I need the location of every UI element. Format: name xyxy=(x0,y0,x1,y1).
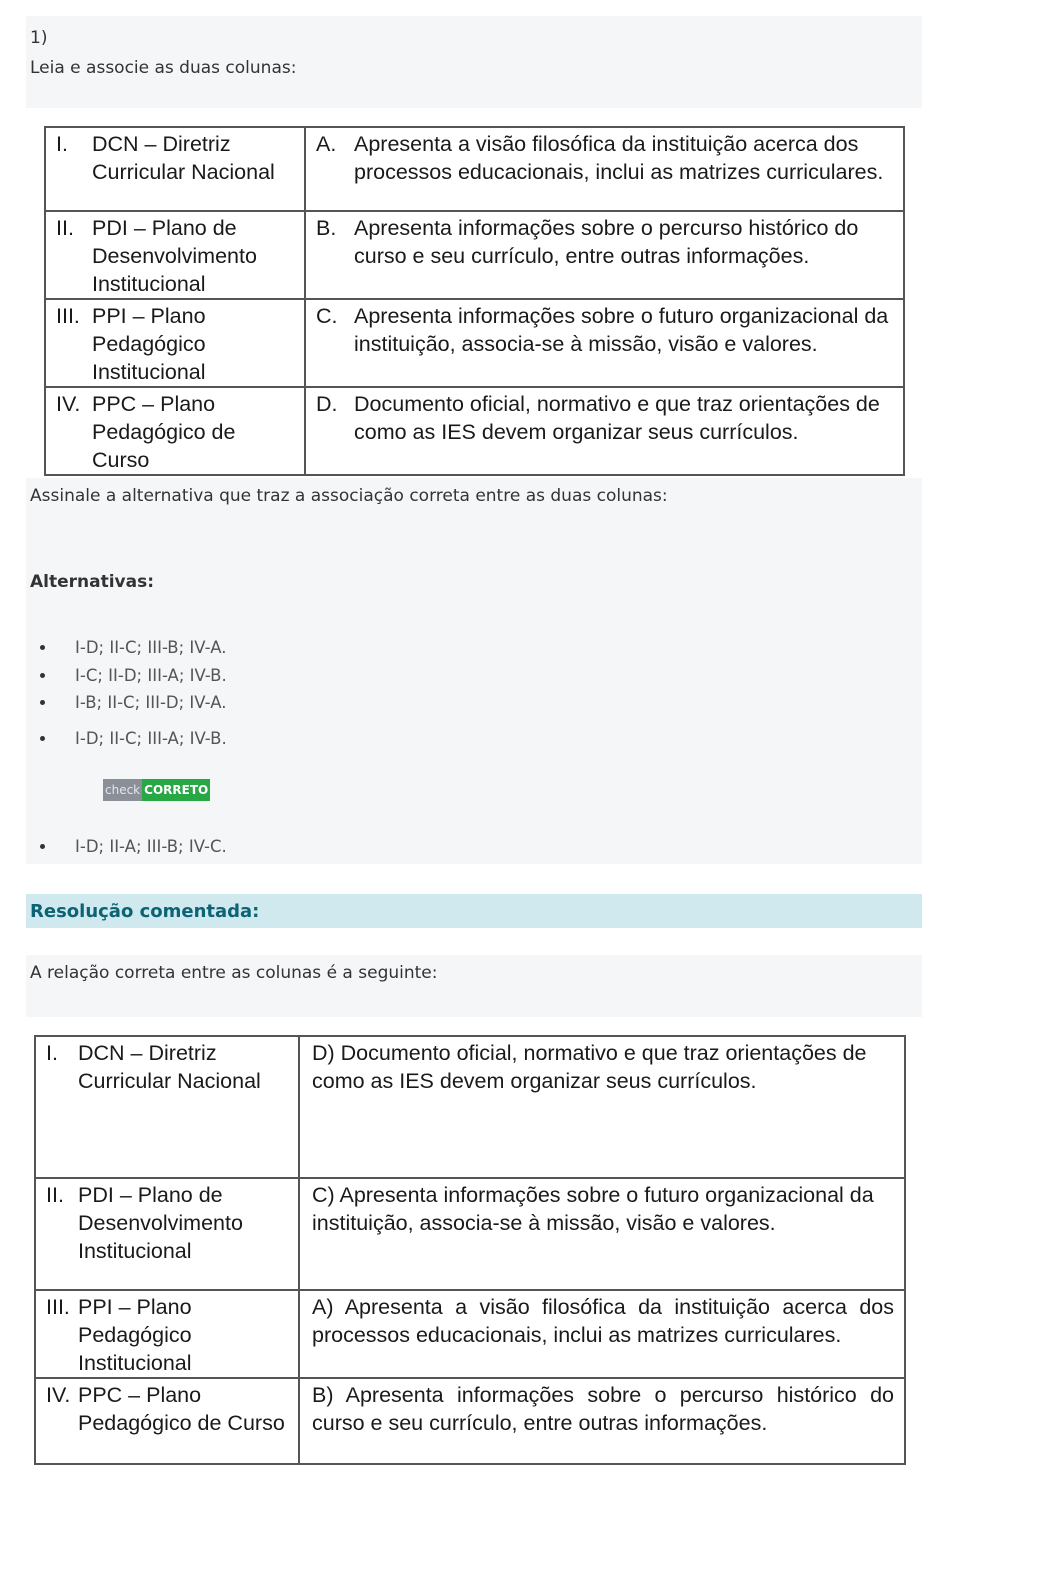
left-column-text: DCN – Diretriz Curricular Nacional xyxy=(92,132,275,184)
right-column-text: Apresenta informações sobre o futuro organizacional da instituição, associa-se à missão, visão e valores. xyxy=(354,304,889,356)
check-icon: check xyxy=(103,779,142,801)
row-number: I. xyxy=(46,1041,58,1065)
bullet-icon xyxy=(40,673,45,678)
row-number: IV. xyxy=(56,392,81,416)
resolution-title: Resolução comentada: xyxy=(30,901,260,922)
correct-label: CORRETO xyxy=(142,779,210,801)
left-column-text: PPC – Plano Pedagógico de Curso xyxy=(78,1383,285,1435)
right-column-text: B) Apresenta informações sobre o percurso histórico do curso e seu currículo, entre outras informações. xyxy=(312,1383,894,1435)
left-column-text: PPC – Plano Pedagógico de Curso xyxy=(92,392,236,472)
table-row xyxy=(45,211,904,299)
resolution-header xyxy=(26,894,922,928)
left-column-text: PPI – Plano Pedagógico Institucional xyxy=(92,304,206,384)
table-row xyxy=(45,299,904,387)
right-column-text: Apresenta informações sobre o percurso histórico do curso e seu currículo, entre outras informações. xyxy=(354,216,859,268)
alternative-option[interactable] xyxy=(40,638,226,657)
answer-table xyxy=(34,1035,906,1465)
alternative-option-correct[interactable] xyxy=(40,729,227,748)
alternative-text: I-C; II-D; III-A; IV-B. xyxy=(75,666,227,685)
left-column-text: PDI – Plano de Desenvolvimento Institucional xyxy=(92,216,257,296)
resolution-intro-panel xyxy=(26,955,922,1017)
row-number: III. xyxy=(56,304,80,328)
row-letter: B. xyxy=(316,216,337,240)
row-number: IV. xyxy=(46,1383,71,1407)
right-column-text: Apresenta a visão filosófica da instituição acerca dos processos educacionais, inclui as matrizes curriculares. xyxy=(354,132,884,184)
table-row xyxy=(45,387,904,475)
right-column-text: A) Apresenta a visão filosófica da instituição acerca dos processos educacionais, inclui as matrizes curriculares. xyxy=(312,1295,894,1347)
question-number: 1) xyxy=(30,28,48,48)
table-row xyxy=(35,1378,905,1464)
alternative-text: I-B; II-C; III-D; IV-A. xyxy=(75,693,227,712)
alternative-text: I-D; II-C; III-A; IV-B. xyxy=(75,729,227,748)
alternative-option[interactable] xyxy=(40,837,227,856)
bullet-icon xyxy=(40,700,45,705)
left-column-text: PPI – Plano Pedagógico Institucional xyxy=(78,1295,192,1375)
alternative-option[interactable] xyxy=(40,666,227,685)
alternatives-title: Alternativas: xyxy=(30,572,155,592)
right-column-text: D) Documento oficial, normativo e que traz orientações de como as IES devem organizar seus currículos. xyxy=(312,1041,867,1093)
row-number: II. xyxy=(46,1183,64,1207)
question-instruction: Leia e associe as duas colunas: xyxy=(30,58,297,78)
row-letter: A. xyxy=(316,132,337,156)
row-number: III. xyxy=(46,1295,70,1319)
table-row xyxy=(35,1290,905,1378)
right-column-text: Documento oficial, normativo e que traz orientações de como as IES devem organizar seus currículos. xyxy=(354,392,880,444)
table-row xyxy=(35,1178,905,1290)
association-table xyxy=(44,126,905,476)
alternative-text: I-D; II-A; III-B; IV-C. xyxy=(75,837,227,856)
row-number: II. xyxy=(56,216,74,240)
table-row xyxy=(35,1036,905,1178)
bullet-icon xyxy=(40,645,45,650)
row-letter: D. xyxy=(316,392,338,416)
row-letter: C. xyxy=(316,304,338,328)
alternative-text: I-D; II-C; III-B; IV-A. xyxy=(75,638,227,657)
bullet-icon xyxy=(40,736,45,741)
row-number: I. xyxy=(56,132,68,156)
right-column-text: C) Apresenta informações sobre o futuro organizacional da instituição, associa-se à missão, visão e valores. xyxy=(312,1183,874,1235)
resolution-intro: A relação correta entre as colunas é a seguinte: xyxy=(30,963,438,983)
bullet-icon xyxy=(40,844,45,849)
left-column-text: DCN – Diretriz Curricular Nacional xyxy=(78,1041,261,1093)
left-column-text: PDI – Plano de Desenvolvimento Institucional xyxy=(78,1183,243,1263)
alternative-option[interactable] xyxy=(40,693,226,712)
question-prompt: Assinale a alternativa que traz a associação correta entre as duas colunas: xyxy=(30,486,668,506)
question-header xyxy=(26,16,922,108)
correct-badge xyxy=(103,779,210,801)
table-row xyxy=(45,127,904,211)
